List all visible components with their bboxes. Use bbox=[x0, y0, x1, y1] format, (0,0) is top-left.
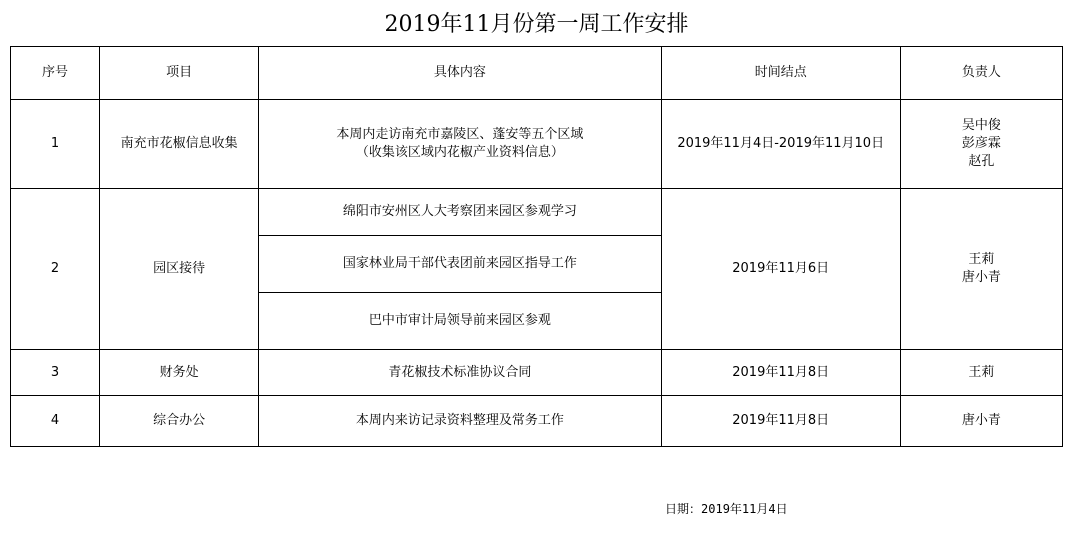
owner-name: 吴中俊 bbox=[961, 118, 1001, 133]
owner-name: 赵孔 bbox=[968, 154, 995, 169]
row-project: 南充市花椒信息收集 bbox=[100, 100, 259, 189]
row-owner bbox=[900, 189, 1062, 350]
row-project: 财务处 bbox=[100, 350, 259, 396]
date-label: 日期： bbox=[665, 502, 702, 516]
table-row bbox=[11, 350, 1063, 396]
row-detail: 本周内来访记录资料整理及常务工作 bbox=[259, 396, 661, 447]
table-header-row bbox=[11, 47, 1063, 100]
row-time: 2019年11月8日 bbox=[661, 350, 900, 396]
page-title: 2019年11月份第一周工作安排 bbox=[384, 12, 689, 37]
table-row bbox=[11, 189, 1063, 236]
table-row bbox=[11, 100, 1063, 189]
date-footer bbox=[665, 501, 788, 517]
row-project: 综合办公 bbox=[100, 396, 259, 447]
row-time: 2019年11月4日-2019年11月10日 bbox=[661, 100, 900, 189]
header-project: 项目 bbox=[100, 47, 259, 100]
detail-line: 本周内走访南充市嘉陵区、蓬安等五个区域 bbox=[336, 127, 584, 142]
row-owner bbox=[900, 100, 1062, 189]
row-detail: 绵阳市安州区人大考察团来园区参观学习 bbox=[259, 189, 661, 236]
row-detail: 青花椒技术标准协议合同 bbox=[259, 350, 661, 396]
row-seq: 3 bbox=[11, 350, 100, 396]
row-time: 2019年11月8日 bbox=[661, 396, 900, 447]
row-seq: 4 bbox=[11, 396, 100, 447]
header-time: 时间结点 bbox=[661, 47, 900, 100]
date-value: 2019年11月4日 bbox=[701, 502, 788, 516]
row-seq: 1 bbox=[11, 100, 100, 189]
header-seq: 序号 bbox=[11, 47, 100, 100]
owner-name: 彭彦霖 bbox=[961, 136, 1001, 151]
row-time: 2019年11月6日 bbox=[661, 189, 900, 350]
detail-line: （收集该区域内花椒产业资料信息） bbox=[355, 145, 564, 160]
row-detail bbox=[259, 100, 661, 189]
row-seq: 2 bbox=[11, 189, 100, 350]
row-owner: 唐小青 bbox=[900, 396, 1062, 447]
row-project: 园区接待 bbox=[100, 189, 259, 350]
table-row bbox=[11, 396, 1063, 447]
row-owner: 王莉 bbox=[900, 350, 1062, 396]
row-detail: 国家林业局干部代表团前来园区指导工作 bbox=[259, 236, 661, 293]
header-owner: 负责人 bbox=[900, 47, 1062, 100]
schedule-table bbox=[10, 46, 1063, 447]
owner-name: 王莉 bbox=[968, 252, 995, 267]
owner-name: 唐小青 bbox=[961, 270, 1001, 285]
row-detail: 巴中市审计局领导前来园区参观 bbox=[259, 293, 661, 350]
header-detail: 具体内容 bbox=[259, 47, 661, 100]
